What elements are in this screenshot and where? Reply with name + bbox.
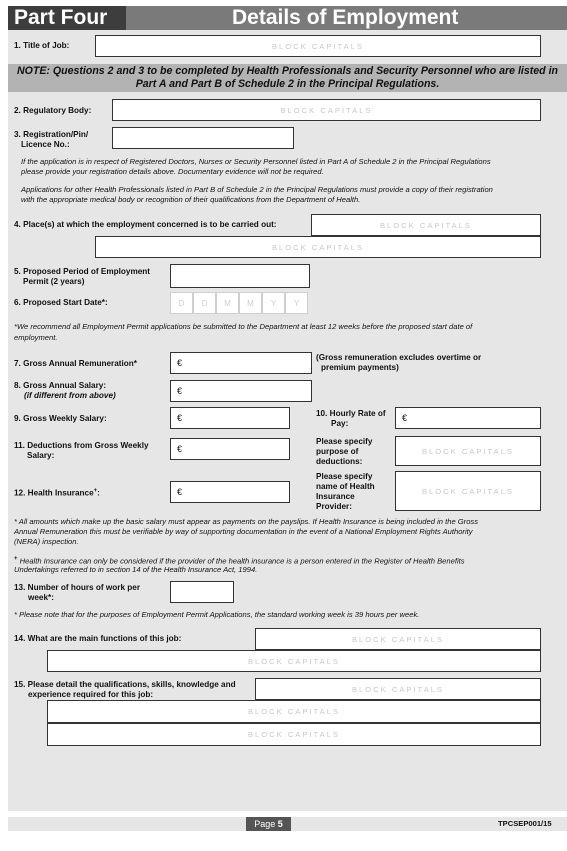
q11-label-line2: Salary: <box>27 451 55 460</box>
qualifications-field-1[interactable]: BLOCK CAPITALS <box>255 678 541 700</box>
info2-line1: Applications for other Health Professionals listed in Part B of Schedule 2 in the Principal Regulations must provide a copy of their registration <box>21 185 493 194</box>
insurer-line3: Insurance <box>316 492 355 501</box>
insurance-note-line1: + Health Insurance can only be considered if the provider of the health insurance is a person entered in the Register of Health Benefits <box>14 556 465 566</box>
deductions-purpose-field[interactable]: BLOCK CAPITALS <box>395 436 541 466</box>
gross-weekly-salary-field[interactable]: € <box>170 407 290 429</box>
insurer-line4: Provider: <box>316 502 352 511</box>
info1-line1: If the application is in respect of Registered Doctors, Nurses or Security Personnel listed in Part A of Schedule 2 in the Principal Regulations <box>21 157 491 166</box>
q6-label: 6. Proposed Start Date*: <box>14 298 108 307</box>
q10-label-line1: 10. Hourly Rate of <box>316 409 386 418</box>
q5-label-line2: Permit (2 years) <box>23 277 85 286</box>
q5-label-line1: 5. Proposed Period of Employment <box>14 267 151 276</box>
info2-line2: with the appropriate medical body or recognition of their qualifications from the Department of Health. <box>21 195 361 204</box>
gross-annual-remuneration-field[interactable]: € <box>170 352 312 374</box>
part-heading: Part Four <box>8 6 126 30</box>
insurance-note-line2: Undertakings referred to in section 14 of the Health Insurance Act, 1994. <box>14 565 258 574</box>
job-functions-field-2[interactable]: BLOCK CAPITALS <box>47 650 541 672</box>
amounts-note-line1: * All amounts which make up the basic salary must appear as payments on the payslips. If Health Insurance is being included in the Gross <box>14 517 479 526</box>
amounts-note-line2: Annual Remuneration this must be verifiable by way of supporting documentation in the event of a National Employment Rights Authority <box>14 527 473 536</box>
info1-line2: please provide your registration details above. Documentary evidence will not be required. <box>21 167 324 176</box>
employment-place-field-1[interactable]: BLOCK CAPITALS <box>311 214 541 236</box>
insurer-line1: Please specify <box>316 472 373 481</box>
q4-label: 4. Place(s) at which the employment concerned is to be carried out: <box>14 220 277 229</box>
deductions-purpose-line3: deductions: <box>316 457 363 466</box>
deductions-field[interactable]: € <box>170 438 290 460</box>
q7-note-line2: premium payments) <box>321 363 399 372</box>
q14-label: 14. What are the main functions of this job: <box>14 634 182 643</box>
section-title: Details of Employment <box>126 6 567 30</box>
q12-label: 12. Health Insurance+: <box>14 488 100 498</box>
form-code: TPCSEP001/15 <box>498 819 552 828</box>
deductions-purpose-line2: purpose of <box>316 447 359 456</box>
job-title-field[interactable]: BLOCK CAPITALS <box>95 35 541 57</box>
job-functions-field-1[interactable]: BLOCK CAPITALS <box>255 628 541 650</box>
q1-label: 1. Title of Job: <box>14 41 70 50</box>
q3-label-line2: Licence No.: <box>21 140 70 149</box>
q11-label-line1: 11. Deductions from Gross Weekly <box>14 441 149 450</box>
q10-label-line2: Pay: <box>331 419 349 428</box>
registration-number-field[interactable] <box>112 127 294 149</box>
health-insurance-provider-field[interactable]: BLOCK CAPITALS <box>395 471 541 511</box>
q9-label: 9. Gross Weekly Salary: <box>14 414 107 423</box>
hourly-rate-field[interactable]: € <box>395 407 541 429</box>
qualifications-field-2[interactable]: BLOCK CAPITALS <box>47 700 541 723</box>
q15-label-line1: 15. Please detail the qualifications, skills, knowledge and <box>14 680 236 689</box>
q7-label: 7. Gross Annual Remuneration* <box>14 359 137 368</box>
recommend-line1: *We recommend all Employment Permit applications be submitted to the Department at least 12 weeks before the proposed start date of <box>14 322 473 331</box>
q2-label: 2. Regulatory Body: <box>14 106 92 115</box>
start-date-year-1[interactable]: Y <box>262 292 285 314</box>
page-number: Page 5 <box>246 817 291 831</box>
regulatory-body-field[interactable]: BLOCK CAPITALS <box>112 99 541 121</box>
q8-label-line2: (if different from above) <box>24 391 116 400</box>
gross-annual-salary-field[interactable]: € <box>170 380 312 402</box>
q8-label-line1: 8. Gross Annual Salary: <box>14 381 107 390</box>
qualifications-field-3[interactable]: BLOCK CAPITALS <box>47 723 541 746</box>
employment-period-field[interactable] <box>170 264 310 288</box>
start-date-year-2[interactable]: Y <box>285 292 308 314</box>
amounts-note-line3: (NERA) inspection. <box>14 537 79 546</box>
recommend-line2: employment. <box>14 333 58 342</box>
start-date-month-1[interactable]: M <box>216 292 239 314</box>
employment-place-field-2[interactable]: BLOCK CAPITALS <box>95 236 541 258</box>
q15-label-line2: experience required for this job: <box>28 690 154 699</box>
note-banner: NOTE: Questions 2 and 3 to be completed by Health Professionals and Security Personnel who are listed in Part A and Part B of Schedule 2 in the Principal Regulations. <box>8 64 567 92</box>
q13-label-line1: 13. Number of hours of work per <box>14 583 141 592</box>
start-date-day-1[interactable]: D <box>170 292 193 314</box>
q7-note-line1: (Gross remuneration excludes overtime or <box>316 353 482 362</box>
weekly-hours-field[interactable] <box>170 581 234 603</box>
insurer-line2: name of Health <box>316 482 375 491</box>
hours-note: * Please note that for the purposes of Employment Permit Applications, the standard working week is 39 hours per week. <box>14 610 420 619</box>
q13-label-line2: week*: <box>28 593 54 602</box>
deductions-purpose-line1: Please specify <box>316 437 373 446</box>
health-insurance-field[interactable]: € <box>170 481 290 503</box>
start-date-month-2[interactable]: M <box>239 292 262 314</box>
start-date-day-2[interactable]: D <box>193 292 216 314</box>
q3-label-line1: 3. Registration/Pin/ <box>14 130 89 139</box>
